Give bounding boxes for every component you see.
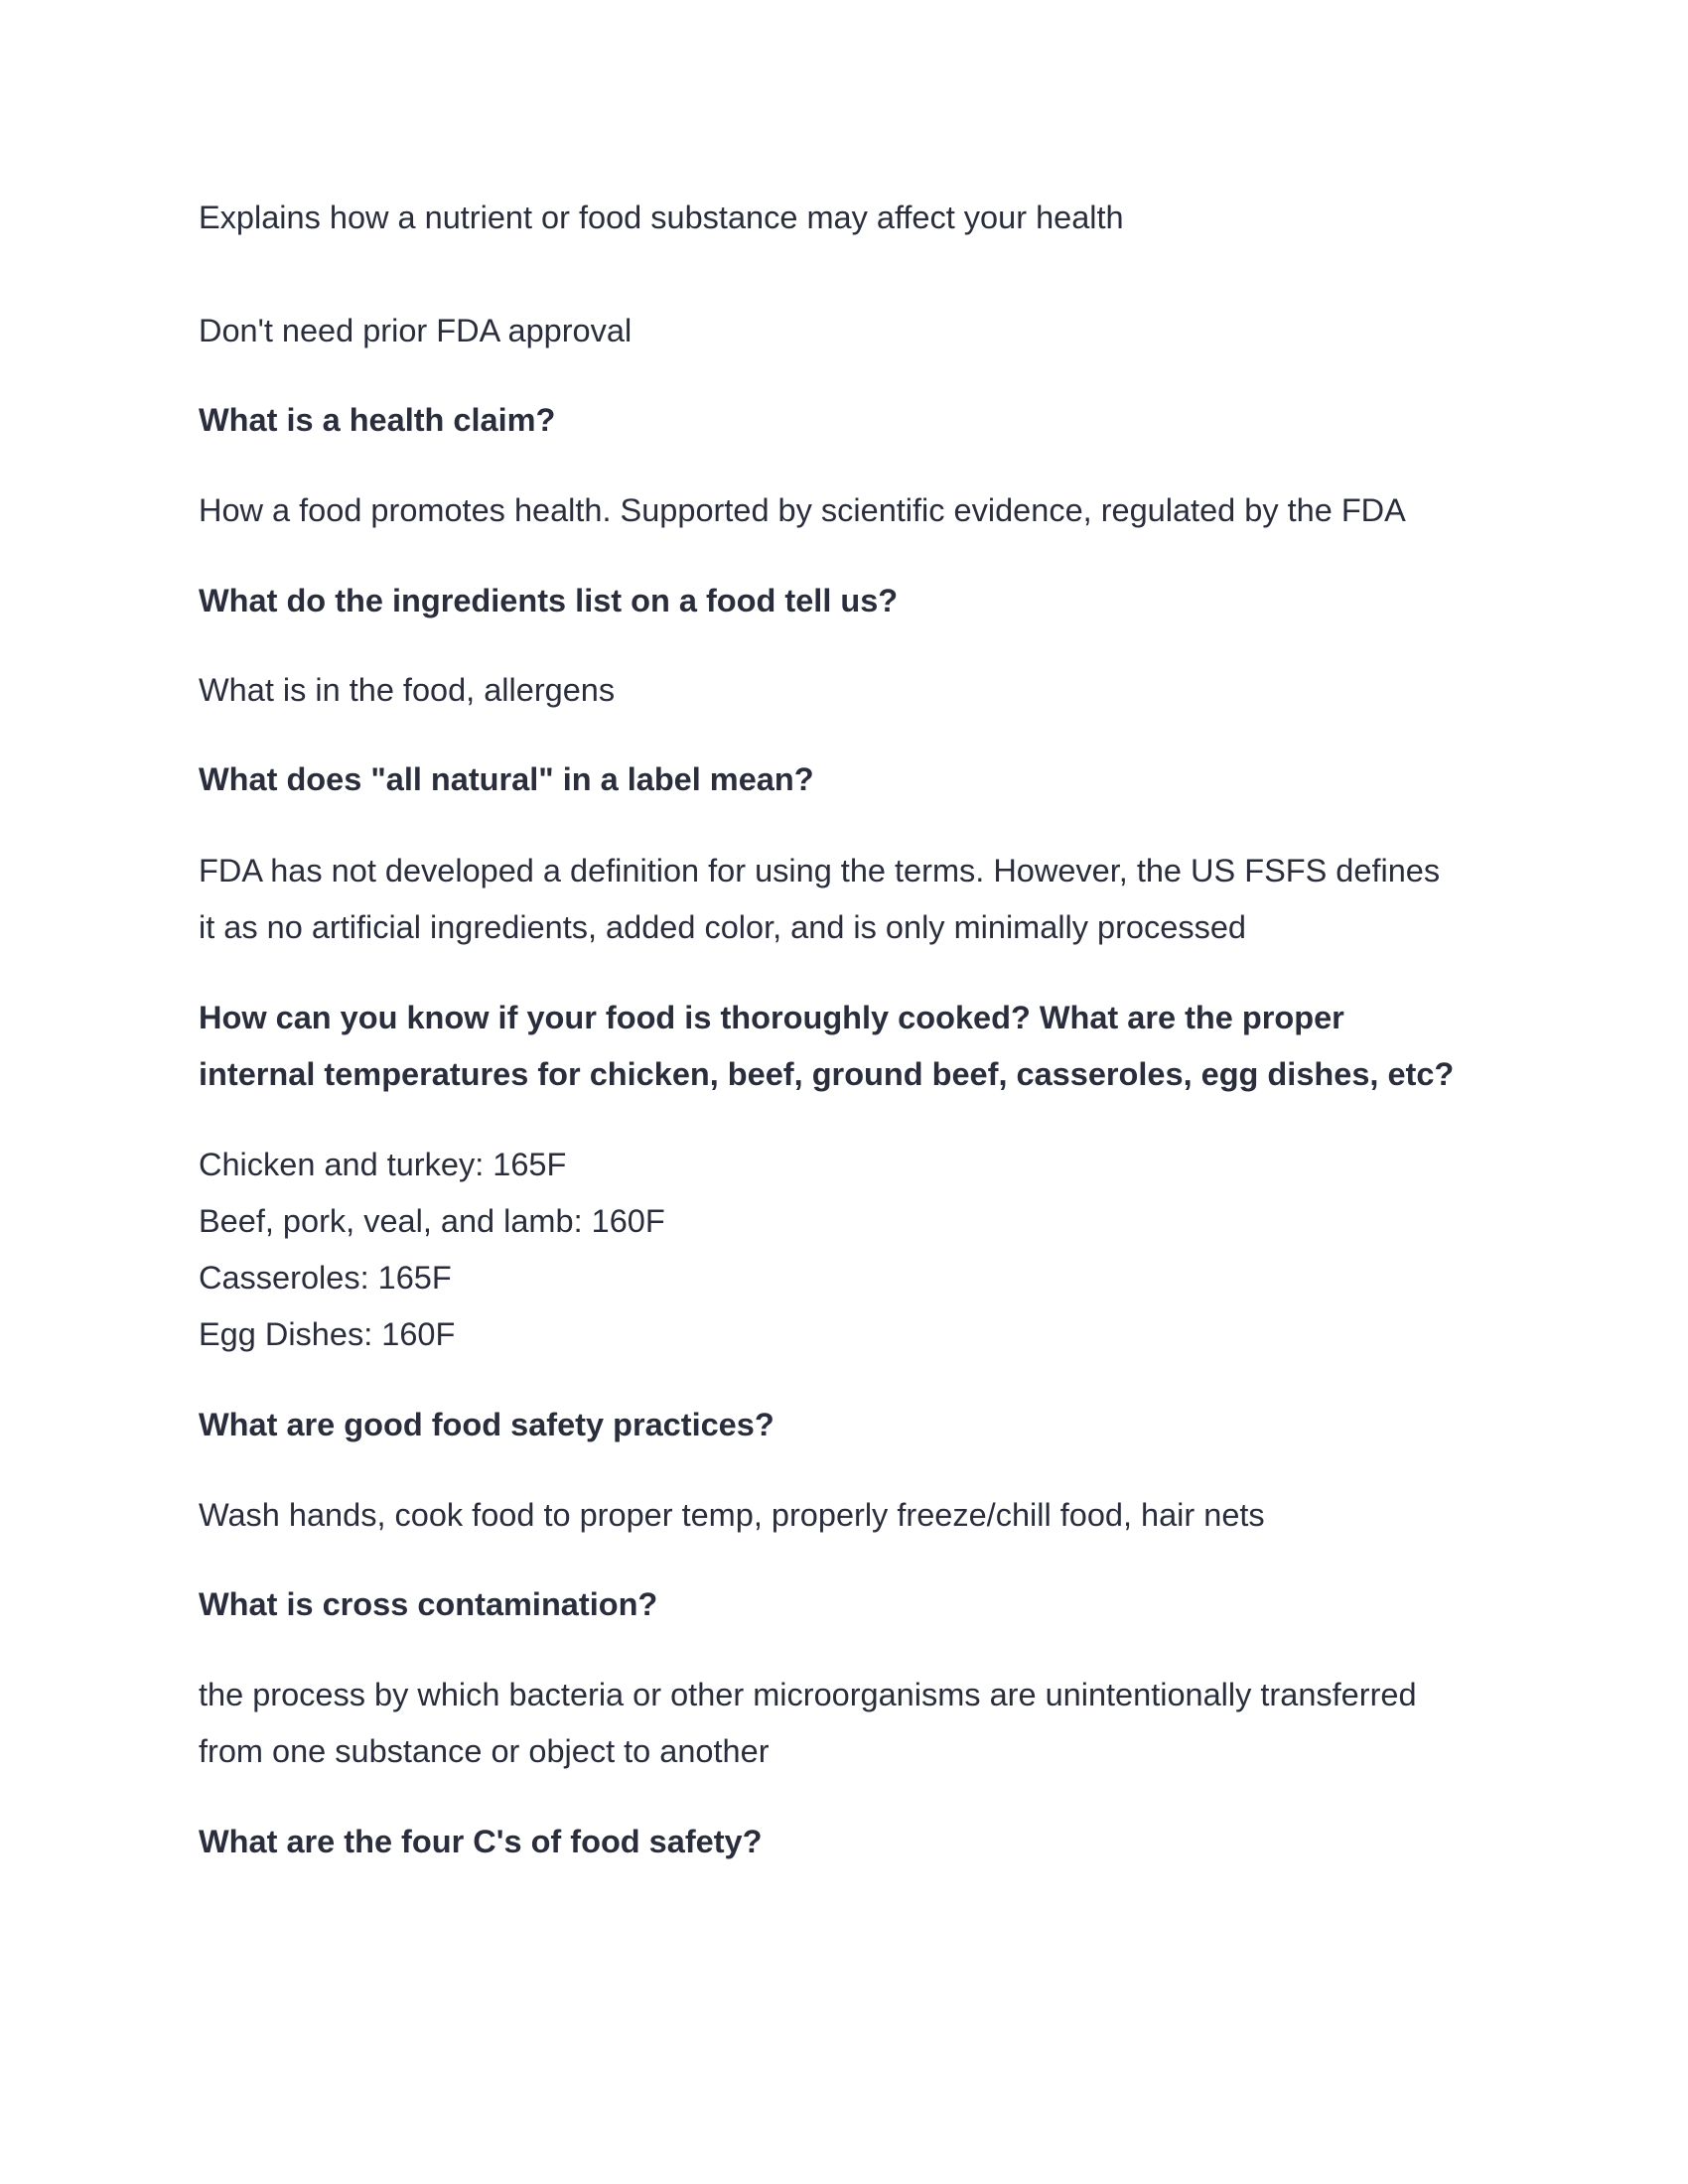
question-heading: internal temperatures for chicken, beef, ground beef, casseroles, egg dishes, etc? — [199, 1056, 1455, 1092]
answer-text: Chicken and turkey: 165F — [199, 1147, 567, 1182]
answer-text: Casseroles: 165F — [199, 1260, 452, 1296]
answer-text: Explains how a nutrient or food substance may affect your health — [199, 200, 1124, 235]
answer-text: from one substance or object to another — [199, 1733, 770, 1769]
answer-text: What is in the food, allergens — [199, 672, 616, 708]
answer-text: Don't need prior FDA approval — [199, 313, 633, 348]
question-heading: What do the ingredients list on a food tell us? — [199, 583, 899, 618]
question-heading: How can you know if your food is thoroughly cooked? What are the proper — [199, 1000, 1344, 1035]
answer-text: Egg Dishes: 160F — [199, 1316, 456, 1352]
answer-text: How a food promotes health. Supported by scientific evidence, regulated by the FDA — [199, 492, 1406, 528]
answer-text: Wash hands, cook food to proper temp, properly freeze/chill food, hair nets — [199, 1497, 1265, 1533]
answer-text: Beef, pork, veal, and lamb: 160F — [199, 1203, 665, 1239]
question-heading: What are the four C's of food safety? — [199, 1824, 763, 1859]
question-heading: What is a health claim? — [199, 402, 556, 438]
answer-text: the process by which bacteria or other microorganisms are unintentionally transferred — [199, 1677, 1417, 1712]
answer-text: FDA has not developed a definition for using the terms. However, the US FSFS defines — [199, 853, 1441, 888]
answer-text: it as no artificial ingredients, added color, and is only minimally processed — [199, 909, 1246, 945]
question-heading: What does "all natural" in a label mean? — [199, 761, 814, 797]
question-heading: What are good food safety practices? — [199, 1407, 774, 1442]
question-heading: What is cross contamination? — [199, 1586, 658, 1622]
